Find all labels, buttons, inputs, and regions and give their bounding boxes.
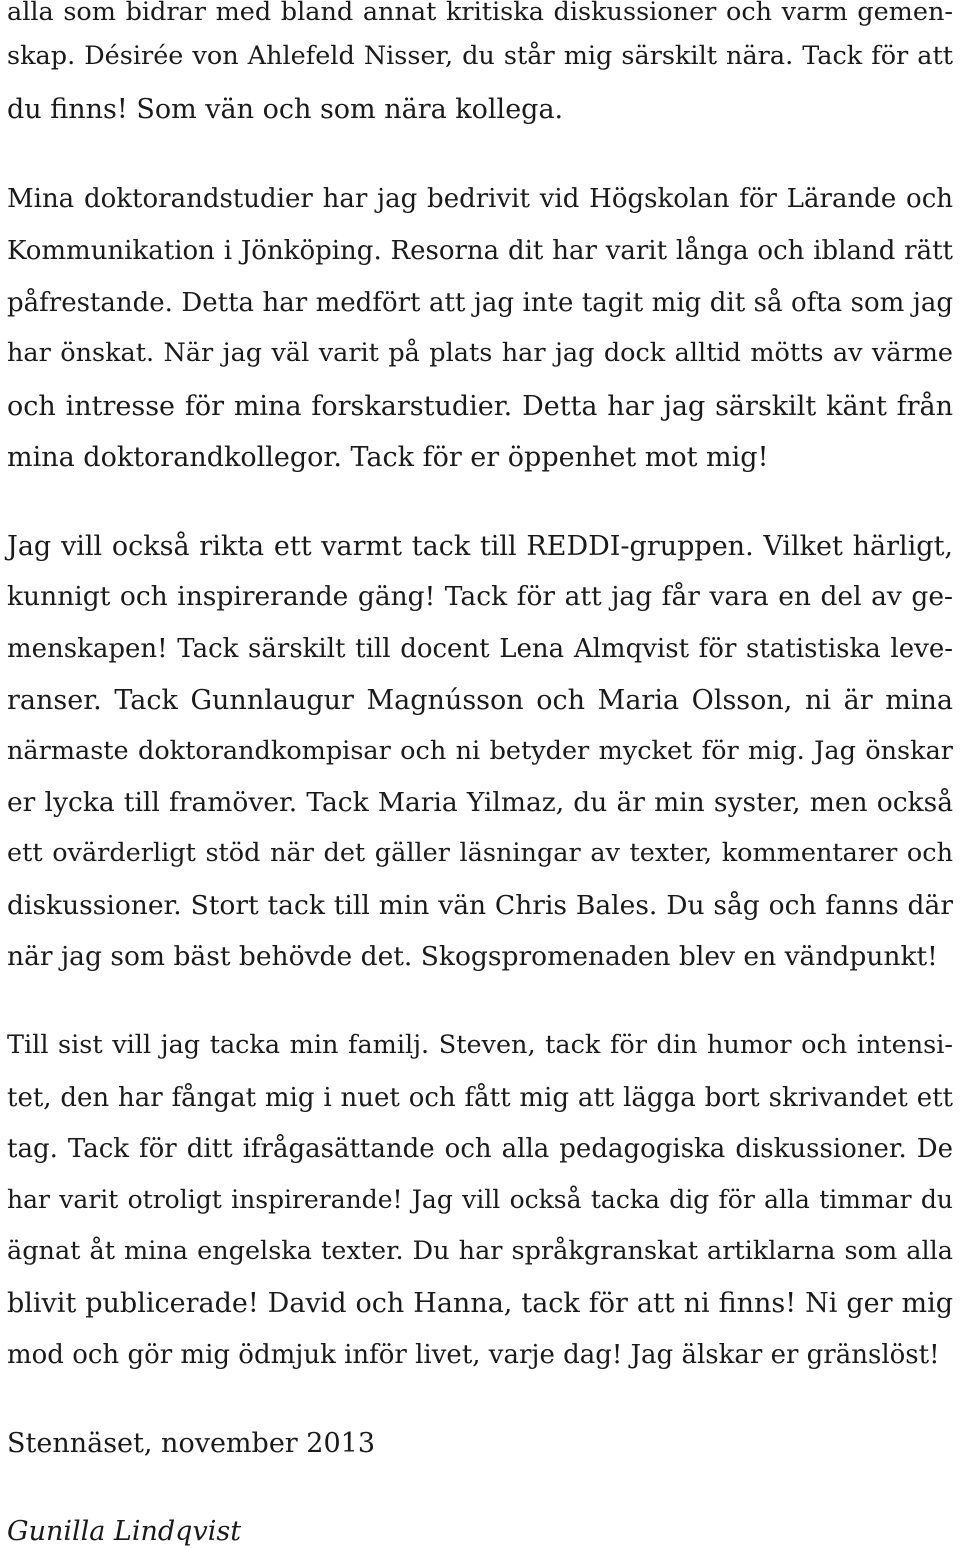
text-line: menskapen! Tack särskilt till docent Lena Almqvist för statistiska leve- [7, 634, 953, 664]
text-line: kunnigt och inspirerande gäng! Tack för att jag får vara en del av ge- [7, 581, 953, 612]
text-line: ranser. Tack Gunnlaugur Magnússon och Maria Olsson, ni är mina [7, 685, 953, 716]
text-line: du finns! Som vän och som nära kollega. [7, 94, 564, 125]
text-line: alla som bidrar med bland annat kritiska diskussioner och varm gemen- [7, 0, 953, 27]
signature: Gunilla Lindqvist [7, 1516, 242, 1547]
text-line: ägnat åt mina engelska texter. Du har språkgranskat artiklarna som alla [7, 1236, 953, 1266]
text-line: Jag vill också rikta ett varmt tack till REDDI-gruppen. Vilket härligt, [7, 531, 953, 562]
place-date: Stennäset, november 2013 [7, 1428, 375, 1459]
text-line: mina doktorandkollegor. Tack för er öppenhet mot mig! [7, 442, 769, 473]
text-line: er lycka till framöver. Tack Maria Yilmaz, du är min syster, men också [7, 787, 953, 818]
text-line: när jag som bäst behövde det. Skogspromenaden blev en vändpunkt! [7, 941, 938, 972]
text-line: och intresse för mina forskarstudier. Detta har jag särskilt känt från [7, 391, 953, 422]
text-line: ett ovärderligt stöd när det gäller läsningar av texter, kommentarer och [7, 838, 953, 868]
text-line: diskussioner. Stort tack till min vän Chris Bales. Du såg och fanns där [7, 890, 953, 921]
text-line: tag. Tack för ditt ifrågasättande och alla pedagogiska diskussioner. De [7, 1134, 953, 1164]
text-line: Mina doktorandstudier har jag bedrivit vid Högskolan för Lärande och [7, 184, 953, 214]
text-line: har varit otroligt inspirerande! Jag vill också tacka dig för alla timmar du [7, 1185, 953, 1214]
text-line: tet, den har fångat mig i nuet och fått mig att lägga bort skrivandet ett [7, 1083, 953, 1113]
text-line: skap. Désirée von Ahlefeld Nisser, du står mig särskilt nära. Tack för att [7, 41, 953, 71]
text-line: blivit publicerade! David och Hanna, tack för att ni finns! Ni ger mig [7, 1288, 953, 1319]
text-line: har önskat. När jag väl varit på plats har jag dock alltid mötts av värme [7, 338, 953, 368]
text-line: närmaste doktorandkompisar och ni betyder mycket för mig. Jag önskar [7, 736, 953, 766]
text-line: mod och gör mig ödmjuk inför livet, varje dag! Jag älskar er gränslöst! [7, 1340, 940, 1370]
text-line: Kommunikation i Jönköping. Resorna dit har varit långa och ibland rätt [7, 236, 953, 266]
text-line: Till sist vill jag tacka min familj. Steven, tack för din humor och intensi- [7, 1030, 953, 1060]
text-line: påfrestande. Detta har medfört att jag inte tagit mig dit så ofta som jag [7, 288, 953, 318]
